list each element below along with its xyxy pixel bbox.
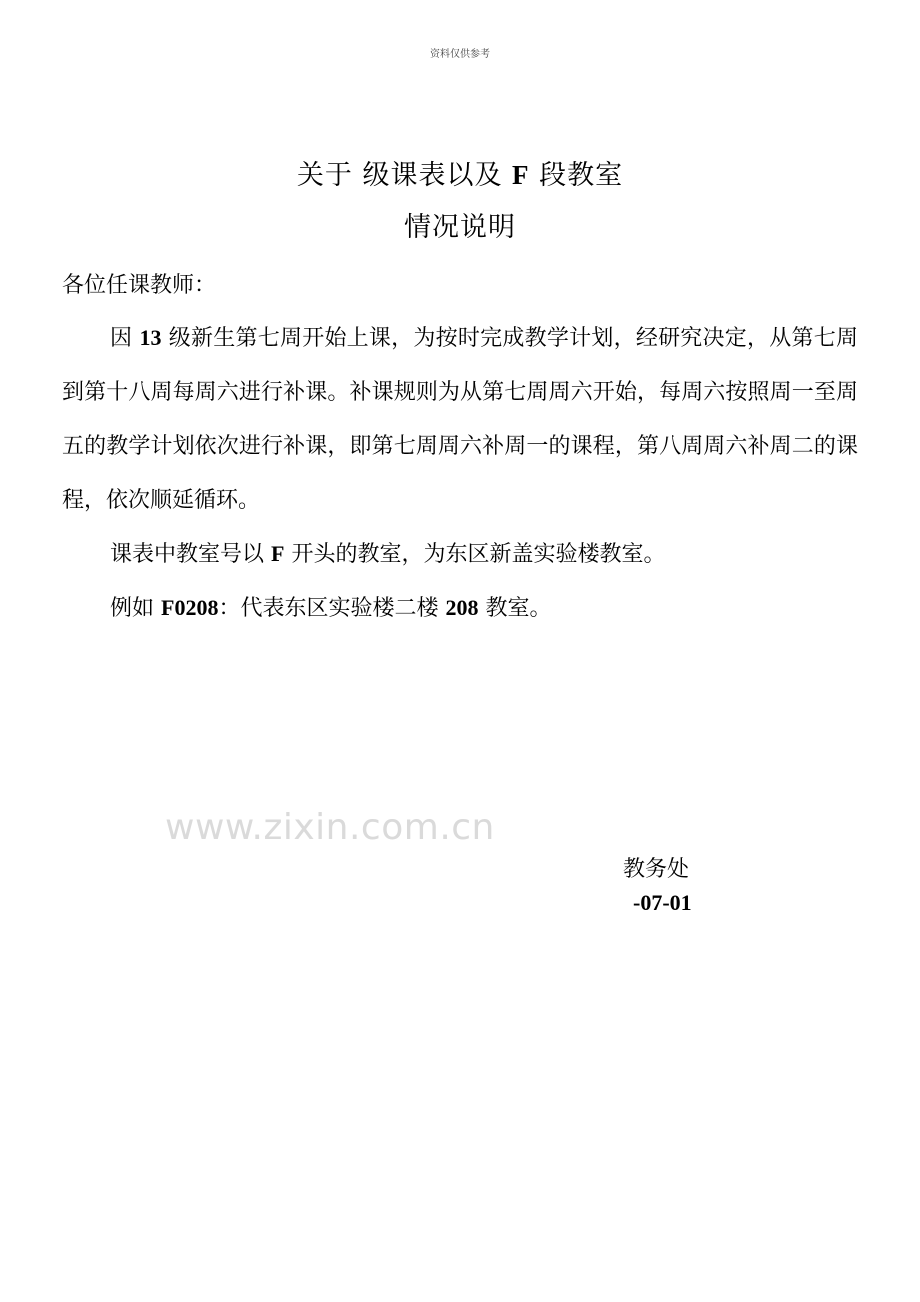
- paragraph-classroom-pre: 课表中教室号以: [110, 542, 265, 567]
- paragraph-example-pre: 例如: [110, 596, 155, 621]
- paragraph-example-text: 教室。: [485, 596, 552, 621]
- document-title: [0, 153, 920, 192]
- paragraph-classroom-rule: [62, 527, 858, 582]
- watermark: www.zixin.com.cn: [165, 807, 495, 848]
- signature-office: 教务处: [623, 857, 690, 882]
- paragraph-schedule: [62, 311, 858, 528]
- title-text-end: 段教室: [539, 160, 624, 191]
- example-room-number: 208: [445, 595, 479, 620]
- paragraph-classroom-text: 开头的教室，为东区新盖实验楼教室。: [291, 542, 666, 567]
- title-letter: F: [512, 160, 530, 190]
- example-room-code: F0208: [161, 595, 219, 620]
- document-subtitle: 情况说明: [404, 212, 516, 243]
- title-text-start: 关于 级课表以及: [296, 160, 503, 191]
- page-header-note: 资料仅供参考: [430, 49, 490, 60]
- paragraph-example: [62, 581, 858, 636]
- paragraph-schedule-text: 级新生第七周开始上课，为按时完成教学计划，经研究决定，从第七周到第十八周每周六进行补课。补课规则为从第七周周六开始，每周六按照周一至周五的教学计划依次进行补课，即第七周周六补周一的课程，第八周周六补周二的课程，依次顺延循环。: [62, 326, 858, 513]
- paragraph-example-mid: ：代表东区实验楼二楼: [218, 596, 439, 621]
- classroom-letter: F: [271, 541, 285, 566]
- signature-date: -07-01: [633, 890, 692, 915]
- paragraph-schedule-pre: 因: [110, 326, 133, 351]
- salutation: 各位任课教师：: [62, 273, 217, 298]
- grade-number: 13: [139, 325, 162, 350]
